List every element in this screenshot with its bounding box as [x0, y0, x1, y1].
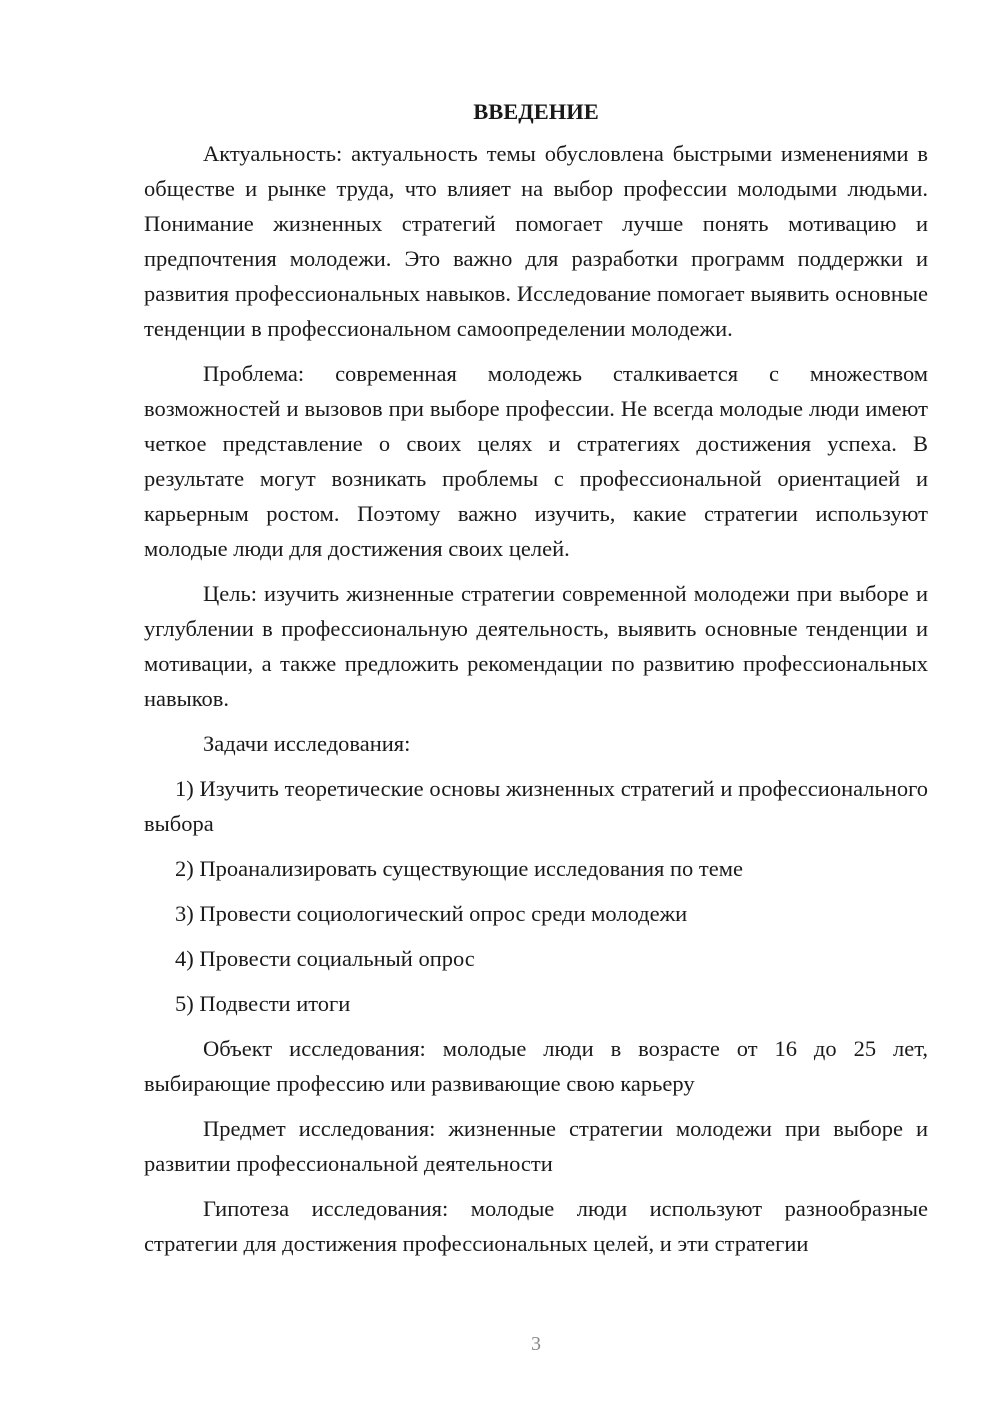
paragraph-tasks-title: Задачи исследования: — [203, 731, 411, 756]
page-content — [144, 94, 928, 1271]
paragraph-object: Объект исследования: молодые люди в возрасте от 16 до 25 лет, выбирающие профессию или развивающие свою карьеру — [144, 1036, 928, 1096]
task-item-4: 4) Провести социальный опрос — [175, 946, 475, 971]
task-item-3: 3) Провести социологический опрос среди молодежи — [175, 901, 688, 926]
paragraph-goal: Цель: изучить жизненные стратегии современной молодежи при выборе и углублении в профессиональную деятельность, выявить основные тенденции и мотивации, а также предложить рекомендации по развитию профессиональных навыков. — [144, 581, 928, 711]
paragraph-hypothesis: Гипотеза исследования: молодые люди используют разнообразные стратегии для достижения профессиональных целей, и эти стратегии — [144, 1196, 928, 1256]
paragraph-relevance: Актуальность: актуальность темы обусловлена быстрыми изменениями в обществе и рынке труда, что влияет на выбор профессии молодыми людьми. Понимание жизненных стратегий помогает лучше понять мотивацию и предпочтения молодежи. Это важно для разработки программ поддержки и развития профессиональных навыков. Исследование помогает выявить основные тенденции в профессиональном самоопределении молодежи. — [144, 141, 928, 341]
paragraph-subject: Предмет исследования: жизненные стратегии молодежи при выборе и развитии профессиональной деятельности — [144, 1116, 928, 1176]
section-heading: ВВЕДЕНИЕ — [473, 99, 599, 124]
task-item-1: 1) Изучить теоретические основы жизненных стратегий и профессионального выбора — [144, 776, 928, 836]
task-item-5: 5) Подвести итоги — [175, 991, 351, 1016]
task-item-2: 2) Проанализировать существующие исследования по теме — [175, 856, 743, 881]
paragraph-problem: Проблема: современная молодежь сталкивается с множеством возможностей и вызовов при выборе профессии. Не всегда молодые люди имеют четкое представление о своих целях и стратегиях достижения успеха. В результате могут возникать проблемы с профессиональной ориентацией и карьерным ростом. Поэтому важно изучить, какие стратегии используют молодые люди для достижения своих целей. — [144, 361, 928, 561]
page-number: 3 — [531, 1333, 541, 1355]
